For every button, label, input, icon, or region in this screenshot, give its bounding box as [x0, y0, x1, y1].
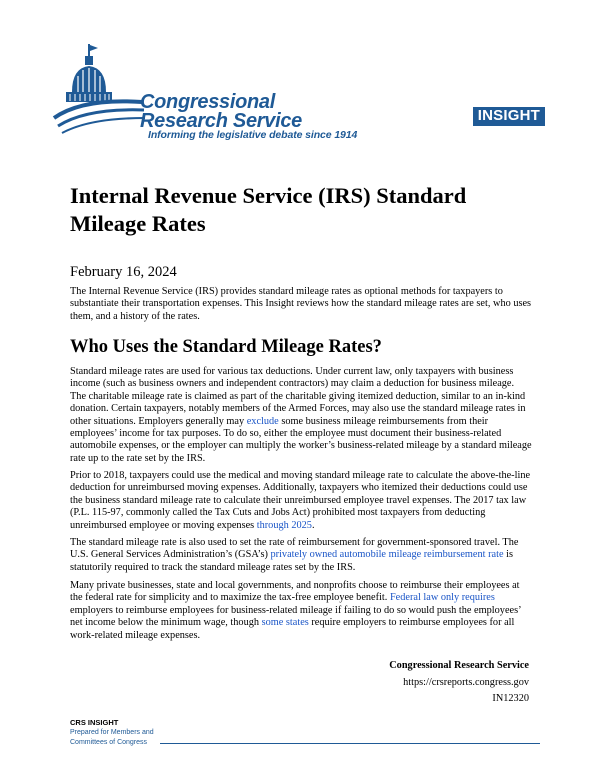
footer-line-2: Committees of Congress [70, 739, 148, 746]
insight-badge: INSIGHT [473, 107, 545, 126]
text-run: Many private businesses, state and local governments, and nonprofits choose to reimburse their employees at the federal rate for simplicity and to maximize the tax-free employee benefit. [70, 580, 520, 604]
page-title: Internal Revenue Service (IRS) Standard Mileage Rates [70, 183, 467, 236]
text-run: The standard mileage rate is also used to set the rate of reimbursement for government-sponsored travel. The U.S. General Services Administration’s (GSA’s) [70, 537, 519, 561]
gsa-mileage-rate-link[interactable]: privately owned automobile mileage reimbursement rate [270, 549, 504, 561]
signature-url[interactable]: https://crsreports.congress.gov [403, 677, 529, 688]
text-run: some business mileage reimbursements from their employees’ income for tax purposes. To do so, either the employee must document their business-related automobile expenses, or the employer can multiply the worker’s business-related mileage by a standard mileage rate up to the rate set by the IRS. [70, 415, 532, 464]
footer-divider [160, 743, 540, 744]
text-run: . [311, 519, 315, 531]
footer-line-1: Prepared for Members and [70, 729, 154, 736]
section-heading: Who Uses the Standard Mileage Rates? [70, 337, 382, 357]
text-run: is statutorily required to track the standard mileage rates set by the IRS. [70, 549, 513, 573]
report-id: IN12320 [492, 693, 529, 704]
through-2025-link[interactable]: through 2025 [256, 519, 312, 531]
logo-wordmark [140, 93, 302, 131]
signature-organization: Congressional Research Service [389, 660, 529, 671]
logo-line-2: Research Service [140, 110, 302, 132]
paragraph-4 [70, 580, 532, 642]
capitol-dome-logo [52, 40, 148, 140]
logo-line-1: Congressional [140, 91, 276, 113]
some-states-link[interactable]: some states [261, 617, 309, 629]
publication-date: February 16, 2024 [70, 264, 177, 280]
federal-law-link[interactable]: Federal law only requires [389, 592, 495, 604]
text-run: Prior to 2018, taxpayers could use the medical and moving standard mileage rate to calculate the above-the-line deduction for unreimbursed moving expenses. Additionally, taxpayers who itemized their deductions could use the business standard mileage rate to calculate their unreimbursed employee travel expenses. The 2017 tax law (P.L. 115-97, commonly called the Tax Cuts and Jobs Act) prohibited most taxpayers from deducting unreimbursed employee or moving expenses [70, 470, 531, 531]
text-run: require employers to reimburse employees for all work-related mileage expenses. [70, 617, 515, 641]
summary-paragraph: The Internal Revenue Service (IRS) provides standard mileage rates as optional methods for taxpayers to substantiate their transportation expenses. This Insight reviews how the standard mileage rates are set, who uses them, and a history of the rates. [70, 286, 532, 322]
paragraph-1 [70, 366, 532, 465]
text-run: Standard mileage rates are used for various tax deductions. Under current law, only taxpayers with business income (such as business owners and independent contractors) may claim a deduction for business mileage. The charitable mileage rate is claimed as part of the charitable giving itemized deduction, similar to an in-kind donation. Certain taxpayers, notably members of the Armed Forces, may also use the standard mileage rates in other situations. Employers generally may [70, 366, 526, 427]
report-header [52, 40, 552, 150]
text-run: employers to reimburse employees for business-related mileage if failing to do so would push the employees’ net income below the minimum wage, though [70, 604, 521, 629]
logo-tagline: Informing the legislative debate since 1914 [148, 129, 358, 141]
footer-title: CRS INSIGHT [70, 718, 119, 727]
paragraph-2 [70, 470, 532, 532]
paragraph-3 [70, 537, 532, 574]
exclude-link[interactable]: exclude [246, 415, 279, 427]
